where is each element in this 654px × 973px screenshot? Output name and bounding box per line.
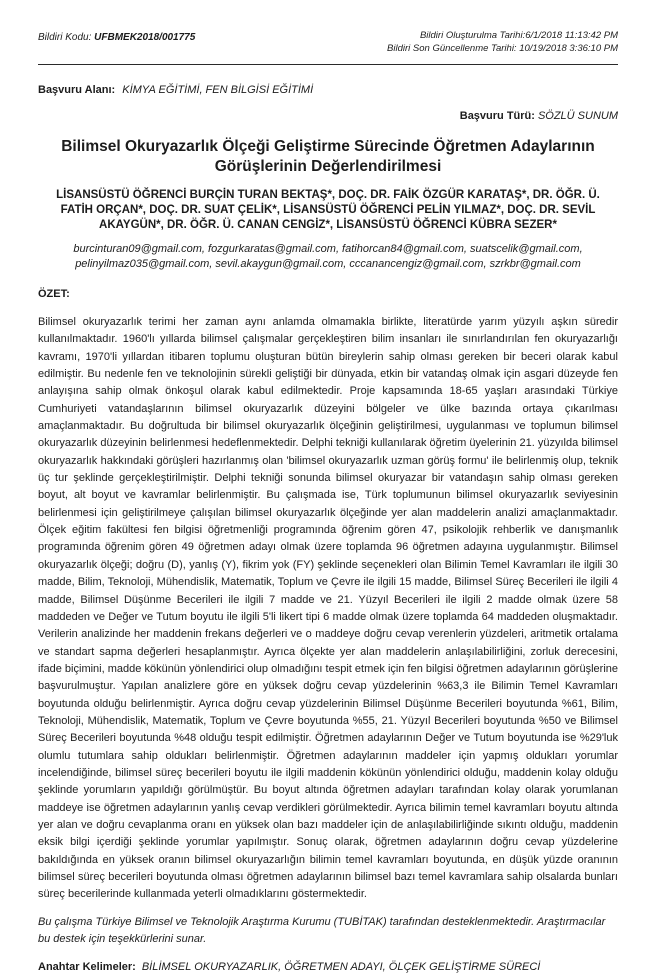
header-divider: [38, 64, 618, 65]
basvuru-alani-row: [38, 84, 618, 96]
abstract-text: Bilimsel okuryazarlık terimi her zaman aynı anlamda olmamakla birlikte, literatürde yarım yüzyılı aşkın süredir kullanılmaktadır. 1960'lı yıllarda bilimsel çalışmalar gerçekleştiren bilim insanları ile sınırlandırılan fen okuryazarlığı kavramı, 1970'li yıllardan itibaren toplumu oluşturan bütün bireylerin sahip olması gereken bir beceri olarak kabul edilmiştir. Bu nedenle fen ve teknolojinin sürekli geliştiği bir dünyada, etkin bir vatandaş olmak için asgari düzeyde fen anlayışına sahip olmak önkoşul olarak kabul edilmektedir. Proje kapsamında 18-65 yaşları arasındaki Türkiye Cumhuriyeti vatandaşlarının bilimsel okuryazarlık düzeyini bölgeler ve ülke bazında ortaya çıkarılması amaçlanmaktadır. Bu doğrultuda bir bilimsel okuryazarlık ölçeğinin geliştirilmesi, uygulanması ve toplumun bilimsel okuryazarlık düzeyinin belirlenmesi hedeflenmektedir. Delphi tekniği kullanılarak öğretim üyelerinin 21. yüzyılda bilimsel okuryazarlık hakkındaki görüşleri hazırlanmış olan 'bilimsel okuryazarlık uzman görüş formu' ile belirlenmiş olup, teknik üç tur şeklinde gerçekleştirilmiştir. Delphi tekniği sonunda bilimsel okuryazar bir vatandaşın sahip olması gereken boyut, alt boyut ve kavramlar belirlenmiştir. Bu çalışmada ise, Türk toplumunun bilimsel okuryazarlık seviyesinin belirlenmesi için geliştirilmeye çalışılan bilimsel okuryazarlık ölçeğinde yer alan maddelerin analizi amaçlanmaktadır. Ölçek eğitim fakültesi fen bilgisi öğretmenliği programında öğrenim gören 47, psikolojik rehberlik ve danışmanlık programında öğrenim gören 49 öğretmen adayı olmak üzere toplamda 96 öğretmen adayına uygulanmıştır. Bilimsel okuryazarlık ölçeği; doğru (D), yanlış (Y), fikrim yok (FY) şeklinde seçenekleri olan Bilimin Temel Kavramları ile ilgili 30 madde, Bilim, Teknoloji, Mühendislik, Matematik, Toplum ve Çevre ile ilgili 15 madde, Bilimsel Süreç Becerileri ile ilgili 4 madde, Bilimsel Düşünme Becerileri ile ilgili 7 madde ve 21. Yüzyıl Becerileri ile ilgili 2 madde olmak üzere 58 maddeden ve Değer ve Tutum boyutu ile ilgili 5'li likert tipi 6 madde olmak üzere toplamda 64 maddeden oluşmaktadır. Verilerin analizinde her maddenin frekans değerleri ve o maddeye doğru cevap verenlerin yüzdeleri, aritmetik ortalama ve standart sapma değerleri hesaplanmıştır. Ayrıca ölçekte yer alan maddelerin anlaşılabilirliğini, zorluk derecesini, ifade biçimini, madde kökünün yönlendirici olup olmadığını tespit etmek için fen bilgisi öğretmen adaylarının görüşlerine başvurulmuştur. Yapılan analizlere göre en yüksek doğru cevap yüzdelerinin %63,3 ile Bilimin Temel Kavramları boyutunda olduğu belirlenmiştir. Ayrıca doğru cevap yüzdelerinin Bilimsel Düşünme Becerileri boyutunda %61, Bilim, Teknoloji, Mühendislik, Matematik, Toplum ve Çevre boyutunda %55, 21. Yüzyıl Becerileri boyutunda %50 ve Bilimsel Süreç Becerileri boyutunda %48 olduğu tespit edilmiştir. Öğretmen adaylarının Değer ve Tutum boyutunda ise %29'luk olumlu tutumlara sahip oldukları belirlenmiştir. Öğretmen adaylarının maddeler için yapmış oldukları yorumlar incelendiğinde, bilimsel süreç becerileri boyutu ile ilgili maddenin kökünün yönlendirici olduğu, maddenin kolay olduğu şeklinde yorumların yapıldığı görülmüştür. Bu boyut altında öğretmen adayları tarafından kolay olarak yorumlanan maddeye ise öğretmen adaylarının yanlış cevap verdikleri görülmektedir. Ayrıca bilimin temel kavramları boyutu altında yer alan ve doğru cevaplanma oranı en yüksek olan bazı maddeler için de anlaşılabilirliğinde sıkıntı olduğu, maddenin eksik bilgi içerdiği şeklinde yorumlar yapılmıştır. Sonuç olarak, öğretmen adaylarının doğru cevap yüzdelerine bakıldığında en yüksek oranın bilimsel okuryazarlığın bilimin temel kavramları boyutunda, en düşük yüzde oranının bilimsel süreç becerileri boyutunda olması öğretmen adaylarının bilimsel bazı temel kavramlara sahip olsalarda bunları süreç becerilerinde kullanmada yeterli olmadıklarını göstermektedir.: [38, 316, 618, 901]
document-dates: [387, 30, 618, 55]
bildiri-kodu-value: UFBMEK2018/001775: [94, 32, 196, 43]
basvuru-turu-row: [38, 110, 618, 122]
bildiri-kodu-label: Bildiri Kodu:: [38, 32, 95, 43]
basvuru-alani-value: KİMYA EĞİTİMİ, FEN BİLGİSİ EĞİTİMİ: [122, 84, 314, 96]
abstract-heading: ÖZET:: [38, 288, 70, 300]
keywords-value: BİLİMSEL OKURYAZARLIK, ÖĞRETMEN ADAYI, ÖLÇEK GELİŞTİRME SÜRECİ: [141, 960, 541, 973]
acknowledgment-text: Bu çalışma Türkiye Bilimsel ve Teknolojik Araştırma Kurumu (TUBİTAK) tarafından desteklenmektedir. Araştırmacılar bu destek için teşekkürlerini sunar.: [38, 915, 606, 945]
basvuru-turu-value: SÖZLÜ SUNUM: [537, 110, 618, 122]
paper-author-emails: burcinturan09@gmail.com, fozgurkaratas@gmail.com, fatihorcan84@gmail.com, suatscelik@gmail.com, pelinyilmaz035@gmail.com, sevil.akaygun@gmail.com, cccanancengiz@gmail.com, szrkbr@gmail.com: [73, 243, 583, 270]
basvuru-alani-label: Başvuru Alanı:: [38, 84, 116, 96]
paper-title: Bilimsel Okuryazarlık Ölçeği Geliştirme Sürecinde Öğretmen Adaylarının Görüşlerinin Değerlendirilmesi: [61, 138, 595, 175]
keywords-label: Anahtar Kelimeler:: [38, 960, 136, 973]
updated-date: Bildiri Son Güncellenme Tarihi: 10/19/2018 3:36:10 PM: [387, 42, 618, 54]
keywords-row: [38, 961, 618, 973]
document-header: [38, 30, 618, 55]
created-date: Bildiri Oluşturulma Tarihi:6/1/2018 11:13:42 PM: [419, 30, 618, 41]
paper-authors: LİSANSÜSTÜ ÖĞRENCİ BURÇİN TURAN BEKTAŞ*, DOÇ. DR. FAİK ÖZGÜR KARATAŞ*, DR. ÖĞR. Ü. FATİH ORÇAN*, DOÇ. DR. SUAT ÇELİK*, LİSANSÜSTÜ ÖĞRENCİ PELİN YILMAZ*, DOÇ. DR. SEVİL AKAYGÜN*, DR. ÖĞR. Ü. CANAN CENGİZ*, LİSANSÜSTÜ ÖĞRENCİ KÜBRA SEZER*: [56, 189, 600, 231]
bildiri-kodu: [38, 30, 195, 43]
basvuru-turu-label: Başvuru Türü:: [459, 110, 535, 122]
